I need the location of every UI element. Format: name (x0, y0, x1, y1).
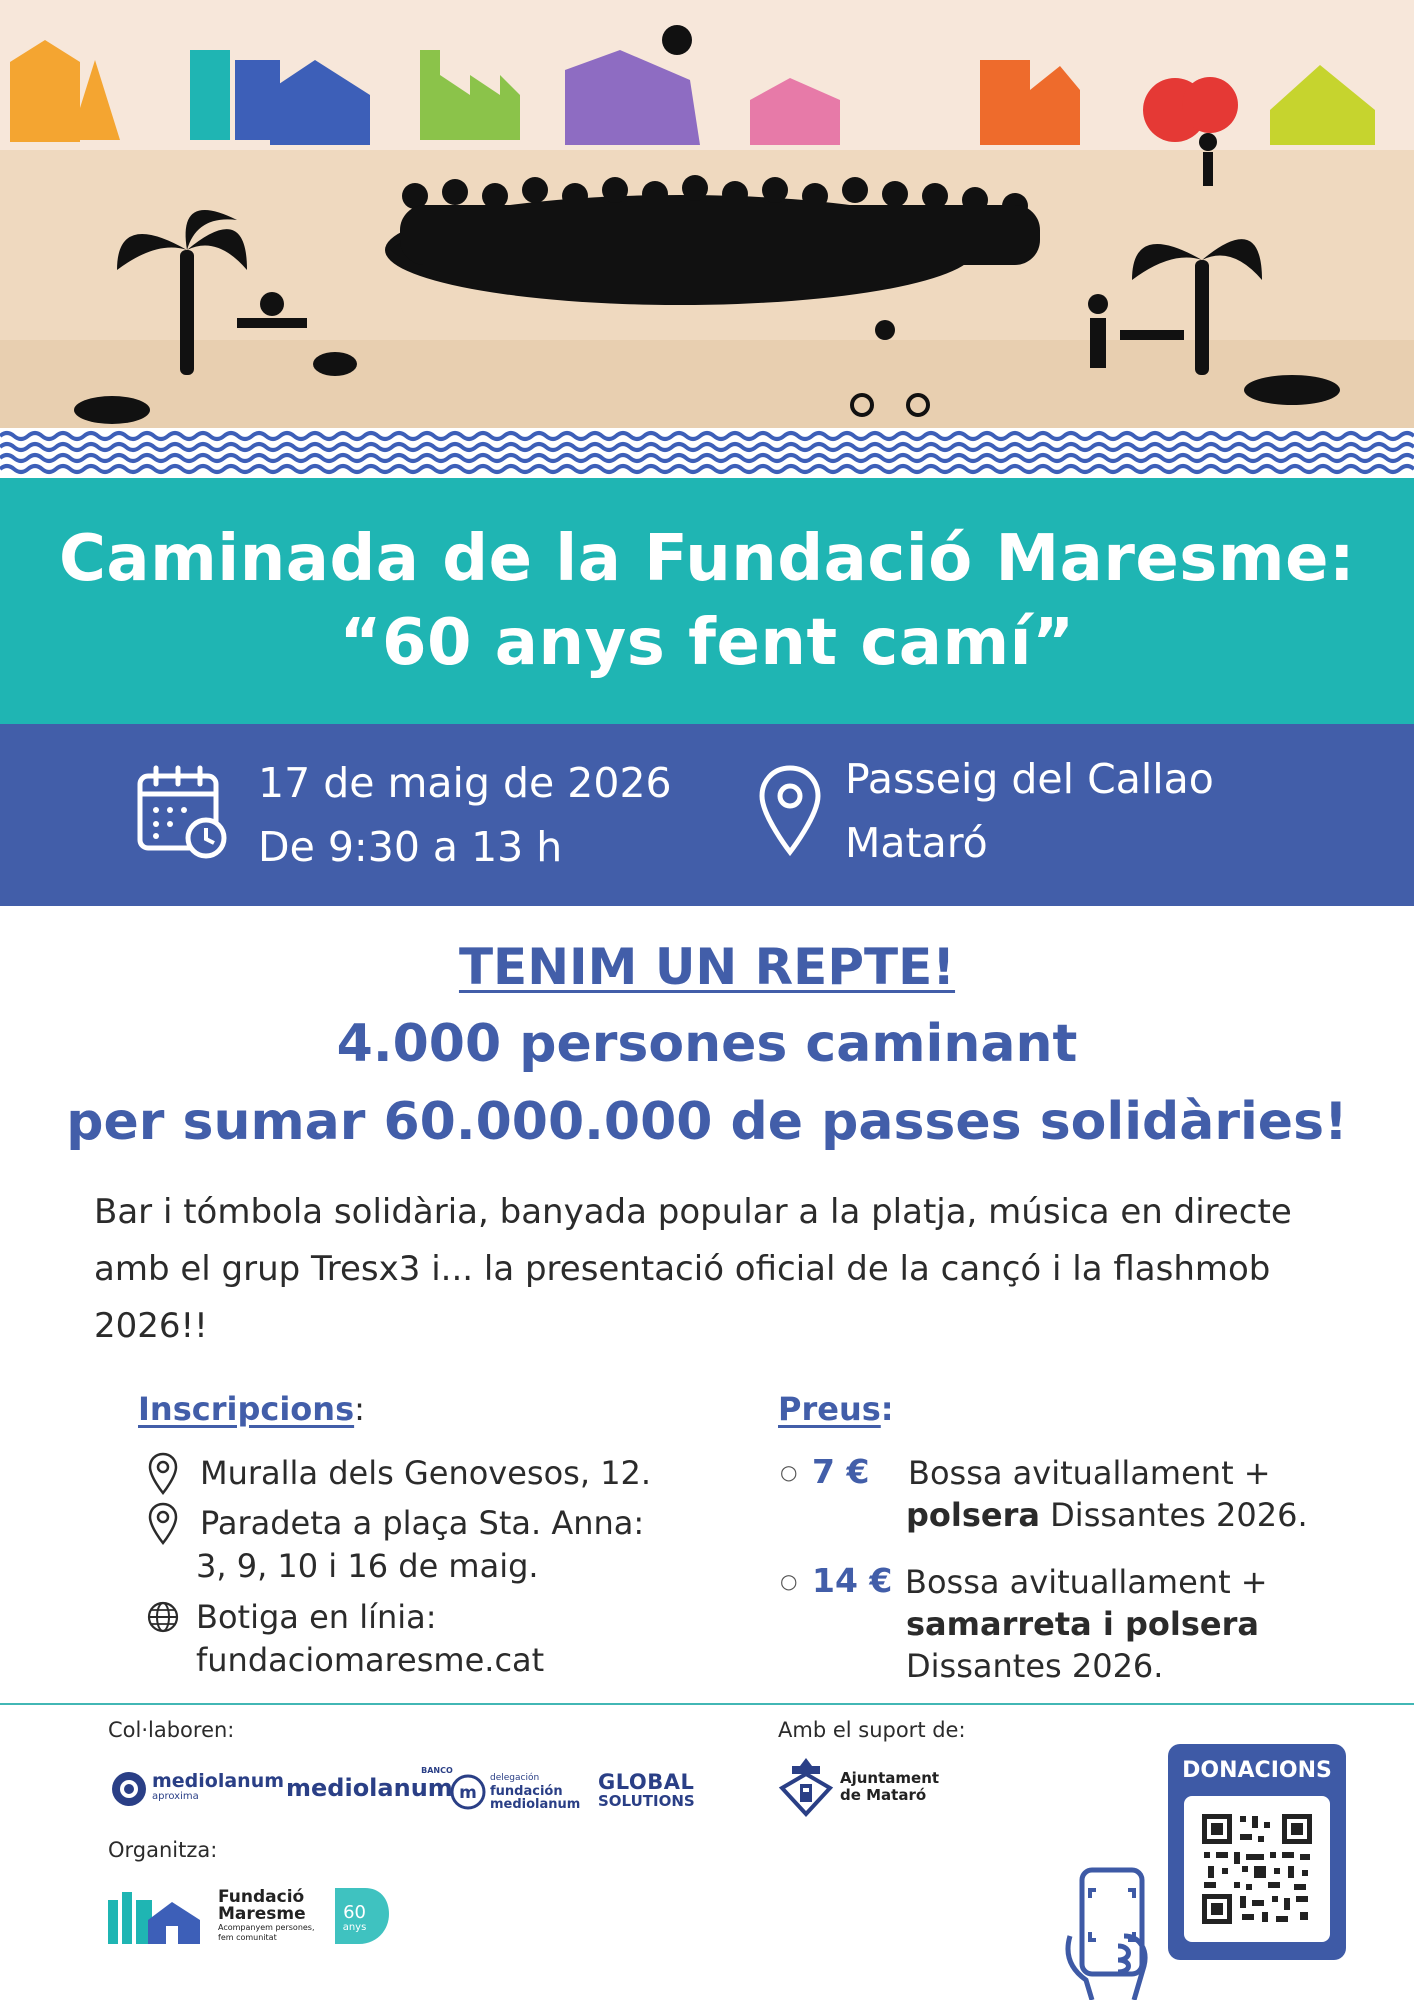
banco-mediolanum-logo (286, 1766, 453, 1802)
footer-divider (0, 1703, 1414, 1705)
fundacion-mediolanum-l3: mediolanum (490, 1797, 581, 1812)
support-label: Amb el suport de: (778, 1718, 966, 1742)
description-line3: 2026!! (94, 1306, 208, 1346)
description-line1: Bar i tómbola solidària, banyada popular a la platja, música en directe (94, 1192, 1292, 1232)
anys-number: 60 (343, 1902, 366, 1923)
bullet-icon: ○ (780, 1460, 798, 1484)
mataro-shield-icon (778, 1756, 834, 1818)
price-2-desc-line2 (906, 1603, 1259, 1645)
price-2-value: 14 € (812, 1561, 893, 1600)
registration-item-2-line1: Paradeta a plaça Sta. Anna: (200, 1504, 645, 1542)
price-2-desc-line1: Bossa avituallament + (905, 1563, 1268, 1601)
60-anys-badge (329, 1884, 393, 1948)
event-date: 17 de maig de 2026 (258, 759, 672, 807)
title-line2: “60 anys fent camí” (339, 606, 1075, 680)
fundacion-m-icon (450, 1774, 486, 1810)
anys-word: anys (342, 1922, 367, 1933)
fundacio-maresme-l1: Fundació (218, 1887, 305, 1907)
bullet-icon: ○ (780, 1569, 798, 1593)
event-place-line2: Mataró (845, 819, 988, 867)
price-2-desc-line3: Dissantes 2026. (906, 1647, 1164, 1685)
title-band (0, 478, 1414, 724)
price-1-value: 7 € (812, 1452, 870, 1491)
globe-icon (146, 1600, 180, 1634)
hero-illustration (0, 0, 1414, 478)
fundacio-maresme-logo (108, 1884, 393, 1948)
organizer-label: Organitza: (108, 1838, 218, 1862)
registrations-heading-label: Inscripcions (138, 1390, 355, 1428)
beach-walk-illustration (0, 0, 1414, 478)
registration-item-1: Muralla dels Genovesos, 12. (200, 1454, 652, 1492)
fundacion-mediolanum-l2: fundación (490, 1784, 563, 1799)
fundacio-maresme-mark-icon (108, 1886, 204, 1946)
phone-scan-icon (1062, 1866, 1162, 2000)
global-solutions-logo (598, 1770, 695, 1810)
mediolanum-mark-icon (110, 1770, 148, 1808)
prices-heading-label: Preus (778, 1390, 881, 1428)
challenge-line2: per sumar 60.000.000 de passes solidàries! (66, 1092, 1348, 1152)
fundacio-maresme-l3: Acompanyem persones, (218, 1923, 315, 1932)
fundacio-maresme-l4: fem comunitat (218, 1933, 277, 1942)
location-pin-icon (148, 1452, 178, 1496)
challenge-heading: TENIM UN REPTE! (458, 938, 956, 996)
registrations-heading: Inscripcions: (138, 1390, 365, 1428)
global-solutions-l1: GLOBAL (598, 1770, 695, 1794)
banco-mediolanum-sup: BANCO (421, 1766, 453, 1775)
location-pin-icon (148, 1502, 178, 1546)
registration-item-2-line2: 3, 9, 10 i 16 de maig. (196, 1547, 539, 1585)
mediolanum-aproxima-logo (110, 1770, 284, 1808)
collaborators-label: Col·laboren: (108, 1718, 235, 1742)
event-info-band (0, 724, 1414, 906)
price-1-desc-bold: polsera (906, 1496, 1040, 1534)
calendar-icon (134, 764, 230, 860)
donations-qr-card[interactable] (1168, 1744, 1346, 1960)
donations-qr-code[interactable] (1184, 1796, 1330, 1942)
event-place-line1: Passeig del Callao (845, 755, 1214, 803)
price-1-desc-line1: Bossa avituallament + (908, 1454, 1271, 1492)
price-1-desc-rest: Dissantes 2026. (1039, 1496, 1308, 1534)
ajuntament-mataro-logo (778, 1756, 939, 1818)
registration-online-link[interactable]: fundaciomaresme.cat (196, 1641, 545, 1679)
registration-item-3-line1: Botiga en línia: (196, 1598, 437, 1636)
title-line1: Caminada de la Fundació Maresme: (58, 522, 1356, 596)
ajuntament-l1: Ajuntament (840, 1769, 940, 1787)
event-description (94, 1184, 1334, 1355)
price-2-desc-bold: samarreta i polsera (906, 1605, 1259, 1643)
prices-heading: Preus: (778, 1390, 894, 1428)
fundacio-maresme-l2: Maresme (218, 1904, 306, 1924)
global-solutions-l2: SOLUTIONS (598, 1792, 695, 1810)
fundacion-mediolanum-l1: delegación (490, 1773, 540, 1783)
banco-mediolanum-name: mediolanum (286, 1774, 453, 1802)
svg-text:m: m (459, 1782, 477, 1803)
description-line2: amb el grup Tresx3 i... la presentació oficial de la cançó i la flashmob (94, 1249, 1271, 1289)
mediolanum-aproxima-sub: aproxima (152, 1791, 199, 1802)
event-time: De 9:30 a 13 h (258, 823, 563, 871)
ajuntament-l2: de Mataró (840, 1786, 927, 1804)
qr-code-icon (1184, 1796, 1330, 1942)
price-1-desc-line2 (906, 1494, 1308, 1536)
donations-label: DONACIONS (1182, 1758, 1332, 1783)
challenge-line1: 4.000 persones caminant (336, 1014, 1078, 1074)
location-pin-icon (758, 764, 822, 860)
mediolanum-aproxima-name: mediolanum (152, 1770, 285, 1792)
fundacion-mediolanum-logo (450, 1772, 580, 1811)
